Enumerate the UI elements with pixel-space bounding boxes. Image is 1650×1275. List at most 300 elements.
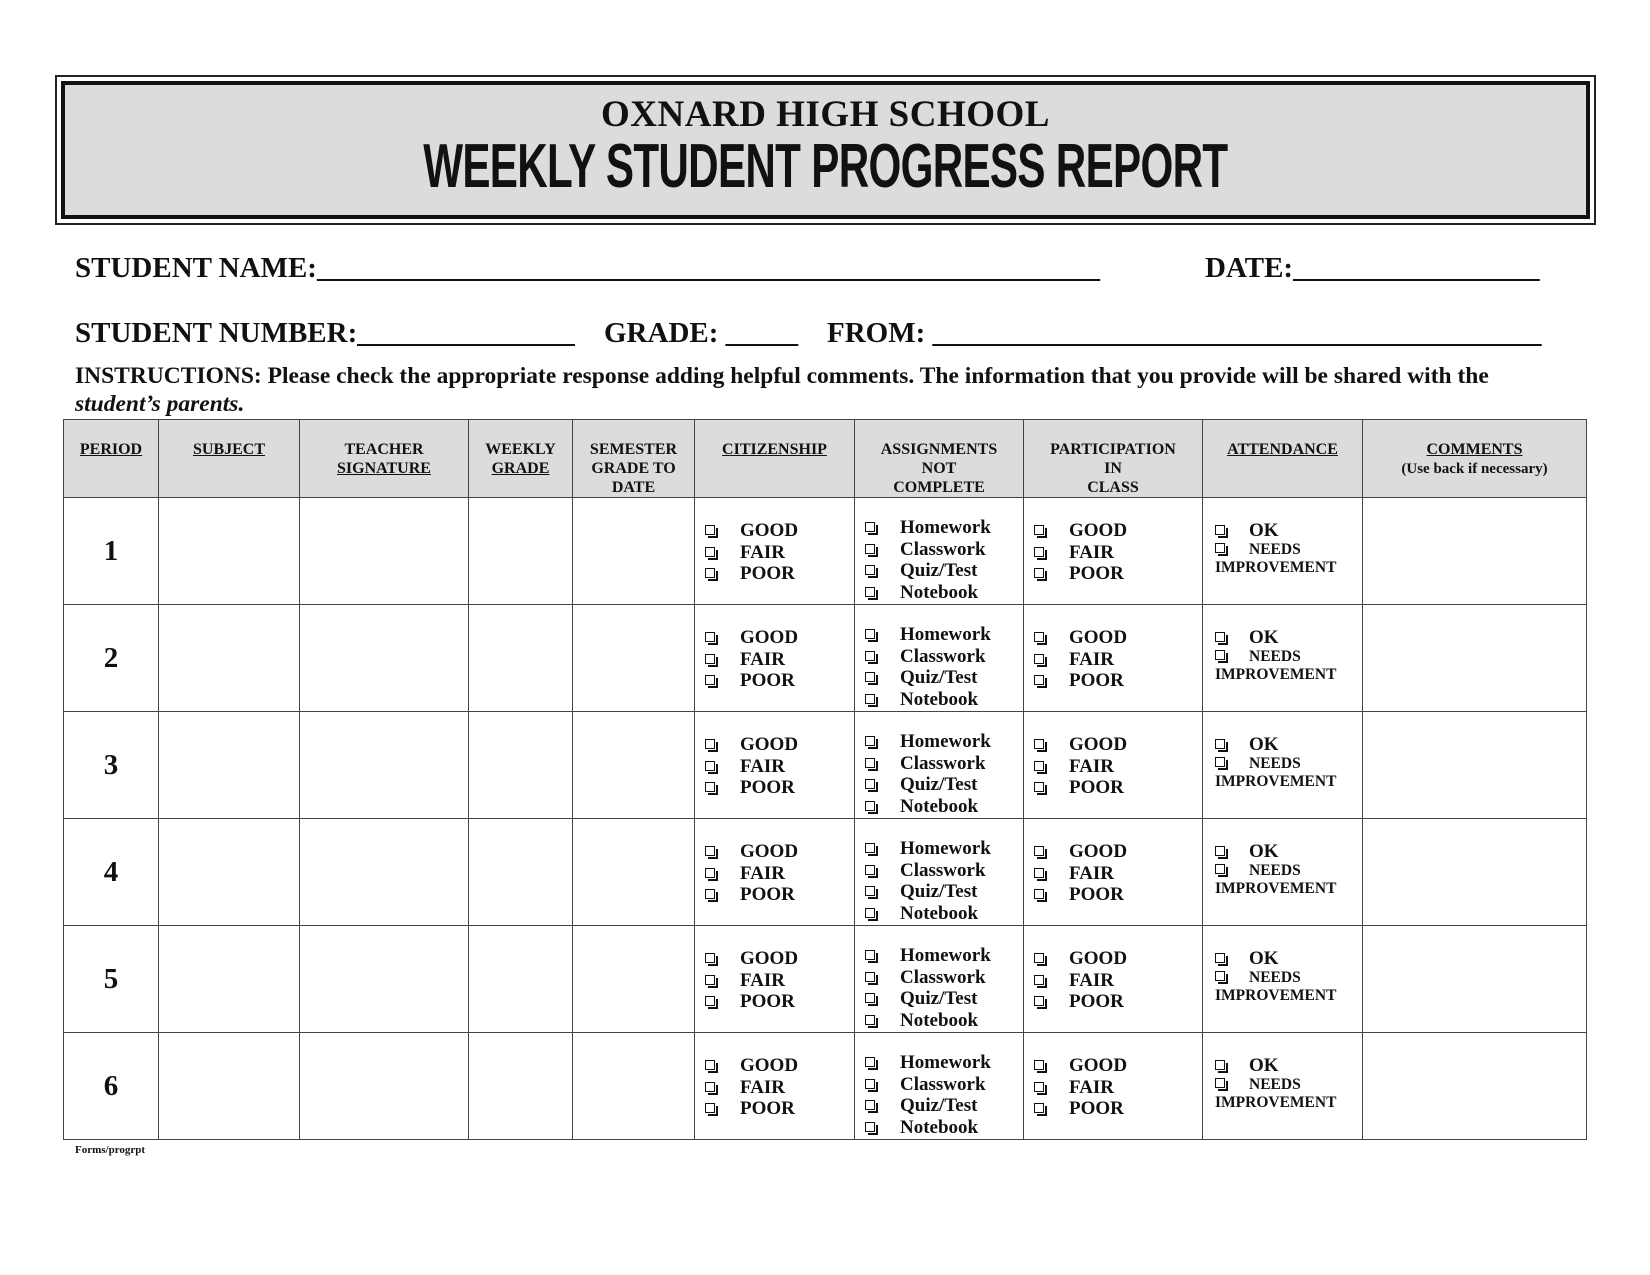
assignment-option[interactable] [865, 731, 1023, 753]
assignment-option[interactable] [865, 967, 1023, 989]
assignment-option-label: Quiz/Test [900, 1095, 978, 1116]
checkbox-icon[interactable] [705, 568, 715, 578]
checkbox-icon[interactable] [865, 672, 875, 682]
checkbox-icon[interactable] [865, 522, 875, 532]
checkbox-icon[interactable] [1034, 525, 1044, 535]
assignment-option-label: Quiz/Test [900, 667, 978, 688]
assignments-cell [855, 1033, 1024, 1140]
citizenship-option[interactable] [705, 542, 854, 564]
participation-option[interactable] [1034, 734, 1202, 756]
checkbox-icon[interactable] [705, 953, 715, 963]
citizenship-option-label: FAIR [740, 755, 786, 777]
report-title: WEEKLY STUDENT PROGRESS REPORT [423, 132, 1228, 201]
citizenship-cell [695, 926, 855, 1033]
checkbox-icon[interactable] [705, 632, 715, 642]
checkbox-icon[interactable] [1215, 953, 1225, 963]
assignment-option[interactable] [865, 796, 1023, 818]
teacher-signature-cell[interactable] [300, 712, 469, 819]
checkbox-icon[interactable] [1034, 889, 1044, 899]
citizenship-option-label: GOOD [740, 734, 799, 755]
attendance-needs-option[interactable] [1215, 541, 1362, 559]
checkbox-icon[interactable] [1034, 568, 1044, 578]
participation-cell [1024, 819, 1203, 926]
teacher-signature-cell[interactable] [300, 819, 469, 926]
checkbox-icon[interactable] [1034, 953, 1044, 963]
attendance-improvement-label: IMPROVEMENT [1215, 666, 1337, 683]
checkbox-icon[interactable] [1034, 1060, 1044, 1070]
assignment-option-label: Homework [900, 838, 991, 859]
teacher-signature-cell[interactable] [300, 605, 469, 712]
citizenship-option[interactable] [705, 991, 854, 1013]
checkbox-icon[interactable] [1034, 868, 1044, 878]
checkbox-icon[interactable] [1034, 975, 1044, 985]
assignment-option[interactable] [865, 667, 1023, 689]
assignment-option[interactable] [865, 945, 1023, 967]
assignment-option-label: Quiz/Test [900, 881, 978, 902]
citizenship-option[interactable] [705, 863, 854, 885]
assignment-option[interactable] [865, 539, 1023, 561]
citizenship-option-label: GOOD [740, 627, 799, 648]
citizenship-option[interactable] [705, 948, 854, 970]
assignment-option[interactable] [865, 1074, 1023, 1096]
participation-cell [1024, 1033, 1203, 1140]
checkbox-icon[interactable] [1034, 1103, 1044, 1113]
assignment-option[interactable] [865, 881, 1023, 903]
participation-option[interactable] [1034, 1098, 1202, 1120]
citizenship-option[interactable] [705, 970, 854, 992]
citizenship-option-label: POOR [740, 670, 795, 691]
participation-option-label: GOOD [1069, 627, 1128, 648]
weekly-grade-cell[interactable] [469, 605, 573, 712]
checkbox-icon[interactable] [865, 801, 875, 811]
participation-cell [1024, 498, 1203, 605]
checkbox-icon[interactable] [705, 782, 715, 792]
citizenship-options [695, 498, 854, 585]
checkbox-icon[interactable] [865, 587, 875, 597]
assignment-options [855, 498, 1023, 603]
comments-cell[interactable] [1363, 926, 1587, 1033]
assignments-cell [855, 498, 1024, 605]
participation-option[interactable] [1034, 991, 1202, 1013]
assignment-options [855, 712, 1023, 817]
weekly-grade-cell[interactable] [469, 1033, 573, 1140]
citizenship-option[interactable] [705, 734, 854, 756]
participation-option[interactable] [1034, 563, 1202, 585]
checkbox-icon[interactable] [1034, 996, 1044, 1006]
checkbox-icon[interactable] [705, 1060, 715, 1070]
participation-option[interactable] [1034, 863, 1202, 885]
header-period: PERIOD [64, 420, 159, 498]
citizenship-options [695, 1033, 854, 1120]
assignment-option[interactable] [865, 560, 1023, 582]
assignment-option[interactable] [865, 1010, 1023, 1032]
attendance-ok-label: OK [1249, 627, 1279, 648]
checkbox-icon[interactable] [705, 889, 715, 899]
checkbox-icon[interactable] [865, 1100, 875, 1110]
school-name: OXNARD HIGH SCHOOL [601, 94, 1050, 135]
attendance-ok-label: OK [1249, 841, 1279, 862]
header-comments: COMMENTS (Use back if necessary) [1363, 420, 1587, 498]
checkbox-icon[interactable] [1215, 543, 1225, 553]
citizenship-option[interactable] [705, 670, 854, 692]
checkbox-icon[interactable] [865, 993, 875, 1003]
assignments-cell [855, 605, 1024, 712]
participation-options [1024, 605, 1202, 692]
participation-option[interactable] [1034, 627, 1202, 649]
participation-options [1024, 498, 1202, 585]
semester-grade-cell[interactable] [573, 1033, 695, 1140]
attendance-options [1203, 605, 1362, 684]
participation-option-label: FAIR [1069, 648, 1115, 670]
checkbox-icon[interactable] [705, 547, 715, 557]
semester-grade-cell[interactable] [573, 926, 695, 1033]
teacher-signature-cell[interactable] [300, 926, 469, 1033]
checkbox-icon[interactable] [1034, 654, 1044, 664]
citizenship-option[interactable] [705, 1098, 854, 1120]
checkbox-icon[interactable] [865, 843, 875, 853]
checkbox-icon[interactable] [1034, 675, 1044, 685]
participation-option[interactable] [1034, 520, 1202, 542]
period-number: 2 [64, 605, 159, 712]
citizenship-option-label: FAIR [740, 862, 786, 884]
attendance-ok-option[interactable] [1215, 520, 1362, 541]
citizenship-cell [695, 605, 855, 712]
participation-option[interactable] [1034, 841, 1202, 863]
student-name-field[interactable]: STUDENT NAME:______________________________________________________ [75, 252, 1100, 284]
table-row [64, 498, 1587, 605]
participation-option-label: GOOD [1069, 734, 1128, 755]
checkbox-icon[interactable] [865, 908, 875, 918]
citizenship-option[interactable] [705, 777, 854, 799]
citizenship-option-label: POOR [740, 991, 795, 1012]
attendance-needs-option[interactable] [1215, 755, 1362, 773]
semester-grade-cell[interactable] [573, 605, 695, 712]
participation-option[interactable] [1034, 1055, 1202, 1077]
attendance-options [1203, 712, 1362, 791]
subject-cell[interactable] [159, 605, 300, 712]
date-field[interactable]: DATE:_________________ [1205, 252, 1540, 284]
assignment-options [855, 605, 1023, 710]
checkbox-icon[interactable] [1215, 757, 1225, 767]
citizenship-option[interactable] [705, 1077, 854, 1099]
subject-cell[interactable] [159, 498, 300, 605]
semester-grade-cell[interactable] [573, 712, 695, 819]
period-number: 4 [64, 819, 159, 926]
assignment-option[interactable] [865, 860, 1023, 882]
instructions-italic: student’s parents. [75, 391, 245, 417]
participation-option[interactable] [1034, 970, 1202, 992]
weekly-grade-cell[interactable] [469, 712, 573, 819]
participation-option[interactable] [1034, 777, 1202, 799]
checkbox-icon[interactable] [705, 525, 715, 535]
assignment-option-label: Homework [900, 517, 991, 538]
header-subject: SUBJECT [159, 420, 300, 498]
period-number: 1 [64, 498, 159, 605]
assignment-options [855, 819, 1023, 924]
attendance-cell [1203, 605, 1363, 712]
participation-option[interactable] [1034, 1077, 1202, 1099]
attendance-needs-option[interactable] [1215, 648, 1362, 666]
checkbox-icon[interactable] [705, 996, 715, 1006]
assignment-option-label: Classwork [900, 1073, 986, 1095]
participation-option-label: POOR [1069, 670, 1124, 691]
checkbox-icon[interactable] [1215, 632, 1225, 642]
assignment-option[interactable] [865, 1117, 1023, 1139]
attendance-ok-option[interactable] [1215, 1055, 1362, 1076]
citizenship-option[interactable] [705, 563, 854, 585]
checkbox-icon[interactable] [865, 1122, 875, 1132]
participation-option-label: GOOD [1069, 520, 1128, 541]
assignment-option[interactable] [865, 753, 1023, 775]
checkbox-icon[interactable] [705, 739, 715, 749]
participation-option[interactable] [1034, 649, 1202, 671]
assignment-option[interactable] [865, 988, 1023, 1010]
assignment-option-label: Notebook [900, 795, 979, 817]
from-field[interactable]: FROM: __________________________________________ [827, 317, 1542, 349]
assignment-option-label: Quiz/Test [900, 988, 978, 1009]
header-semester-grade: SEMESTER GRADE TO DATE [573, 420, 695, 498]
citizenship-option-label: FAIR [740, 541, 786, 563]
checkbox-icon[interactable] [865, 779, 875, 789]
checkbox-icon[interactable] [705, 868, 715, 878]
attendance-cell [1203, 712, 1363, 819]
citizenship-option-label: POOR [740, 1098, 795, 1119]
checkbox-icon[interactable] [865, 1015, 875, 1025]
checkbox-icon[interactable] [865, 886, 875, 896]
assignment-option-label: Quiz/Test [900, 774, 978, 795]
citizenship-option[interactable] [705, 884, 854, 906]
checkbox-icon[interactable] [865, 694, 875, 704]
checkbox-icon[interactable] [865, 1057, 875, 1067]
attendance-ok-option[interactable] [1215, 948, 1362, 969]
attendance-needs-label: NEEDS [1249, 648, 1301, 665]
weekly-grade-cell[interactable] [469, 819, 573, 926]
checkbox-icon[interactable] [1215, 1078, 1225, 1088]
attendance-ok-option[interactable] [1215, 627, 1362, 648]
header-participation: PARTICIPATION IN CLASS [1024, 420, 1203, 498]
semester-grade-cell[interactable] [573, 498, 695, 605]
attendance-needs-option[interactable] [1215, 862, 1362, 880]
grade-field[interactable]: GRADE: _____ [604, 317, 799, 349]
checkbox-icon[interactable] [1215, 864, 1225, 874]
instructions-text: INSTRUCTIONS: Please check the appropriate response adding helpful comments. The information that you provide will be shared with the [75, 363, 1489, 389]
assignment-option[interactable] [865, 774, 1023, 796]
checkbox-icon[interactable] [865, 544, 875, 554]
participation-options [1024, 712, 1202, 799]
checkbox-icon[interactable] [1034, 761, 1044, 771]
checkbox-icon[interactable] [705, 675, 715, 685]
assignment-option[interactable] [865, 582, 1023, 604]
table-row [64, 819, 1587, 926]
checkbox-icon[interactable] [865, 950, 875, 960]
citizenship-option-label: POOR [740, 884, 795, 905]
attendance-needs-label: NEEDS [1249, 541, 1301, 558]
participation-option[interactable] [1034, 670, 1202, 692]
checkbox-icon[interactable] [865, 758, 875, 768]
checkbox-icon[interactable] [1034, 846, 1044, 856]
participation-option-label: POOR [1069, 1098, 1124, 1119]
participation-option[interactable] [1034, 756, 1202, 778]
attendance-ok-label: OK [1249, 948, 1279, 969]
period-number: 3 [64, 712, 159, 819]
comments-cell[interactable] [1363, 605, 1587, 712]
student-number-field[interactable]: STUDENT NUMBER:_______________ [75, 317, 575, 349]
participation-option-label: GOOD [1069, 841, 1128, 862]
citizenship-option-label: GOOD [740, 948, 799, 969]
citizenship-option[interactable] [705, 627, 854, 649]
attendance-improvement-label: IMPROVEMENT [1215, 880, 1337, 897]
citizenship-option-label: GOOD [740, 841, 799, 862]
citizenship-cell [695, 819, 855, 926]
participation-option[interactable] [1034, 542, 1202, 564]
weekly-grade-cell[interactable] [469, 926, 573, 1033]
assignment-option-label: Classwork [900, 859, 986, 881]
assignment-option-label: Notebook [900, 1009, 979, 1031]
attendance-options [1203, 819, 1362, 898]
attendance-options [1203, 498, 1362, 577]
weekly-grade-cell[interactable] [469, 498, 573, 605]
checkbox-icon[interactable] [865, 565, 875, 575]
checkbox-icon[interactable] [1034, 547, 1044, 557]
attendance-needs-option[interactable] [1215, 969, 1362, 987]
assignment-option[interactable] [865, 838, 1023, 860]
participation-options [1024, 1033, 1202, 1120]
assignments-cell [855, 712, 1024, 819]
participation-option-label: FAIR [1069, 1076, 1115, 1098]
header-attendance: ATTENDANCE [1203, 420, 1363, 498]
citizenship-options [695, 819, 854, 906]
attendance-cell [1203, 926, 1363, 1033]
assignment-option-label: Classwork [900, 752, 986, 774]
comments-cell[interactable] [1363, 1033, 1587, 1140]
progress-table [63, 419, 1587, 1140]
participation-options [1024, 819, 1202, 906]
subject-cell[interactable] [159, 926, 300, 1033]
checkbox-icon[interactable] [865, 865, 875, 875]
assignment-option-label: Classwork [900, 538, 986, 560]
citizenship-option[interactable] [705, 520, 854, 542]
participation-cell [1024, 605, 1203, 712]
assignment-option[interactable] [865, 624, 1023, 646]
attendance-cell [1203, 819, 1363, 926]
table-header-row [64, 420, 1587, 498]
checkbox-icon[interactable] [1215, 525, 1225, 535]
participation-option[interactable] [1034, 884, 1202, 906]
citizenship-option[interactable] [705, 1055, 854, 1077]
checkbox-icon[interactable] [1034, 739, 1044, 749]
citizenship-option[interactable] [705, 649, 854, 671]
assignment-option[interactable] [865, 1052, 1023, 1074]
participation-cell [1024, 712, 1203, 819]
comments-cell[interactable] [1363, 819, 1587, 926]
checkbox-icon[interactable] [1215, 846, 1225, 856]
assignment-option[interactable] [865, 903, 1023, 925]
citizenship-option[interactable] [705, 841, 854, 863]
participation-option-label: FAIR [1069, 541, 1115, 563]
checkbox-icon[interactable] [865, 1079, 875, 1089]
attendance-ok-label: OK [1249, 1055, 1279, 1076]
citizenship-option-label: GOOD [740, 520, 799, 541]
attendance-needs-label: NEEDS [1249, 969, 1301, 986]
assignment-option-label: Homework [900, 1052, 991, 1073]
attendance-ok-option[interactable] [1215, 734, 1362, 755]
citizenship-cell [695, 712, 855, 819]
comments-cell[interactable] [1363, 712, 1587, 819]
assignment-option-label: Notebook [900, 902, 979, 924]
attendance-cell [1203, 498, 1363, 605]
checkbox-icon[interactable] [865, 972, 875, 982]
attendance-improvement-label: IMPROVEMENT [1215, 773, 1337, 790]
checkbox-icon[interactable] [1215, 1060, 1225, 1070]
checkbox-icon[interactable] [1215, 650, 1225, 660]
participation-option-label: POOR [1069, 991, 1124, 1012]
citizenship-option-label: FAIR [740, 1076, 786, 1098]
checkbox-icon[interactable] [865, 651, 875, 661]
attendance-needs-label: NEEDS [1249, 862, 1301, 879]
assignment-option[interactable] [865, 689, 1023, 711]
attendance-needs-option[interactable] [1215, 1076, 1362, 1094]
checkbox-icon[interactable] [1215, 739, 1225, 749]
attendance-improvement-label: IMPROVEMENT [1215, 987, 1337, 1004]
checkbox-icon[interactable] [1034, 782, 1044, 792]
checkbox-icon[interactable] [865, 736, 875, 746]
checkbox-icon[interactable] [705, 1103, 715, 1113]
participation-option[interactable] [1034, 948, 1202, 970]
checkbox-icon[interactable] [1034, 632, 1044, 642]
checkbox-icon[interactable] [1034, 1082, 1044, 1092]
participation-option-label: POOR [1069, 777, 1124, 798]
assignments-cell [855, 819, 1024, 926]
checkbox-icon[interactable] [705, 654, 715, 664]
teacher-signature-cell[interactable] [300, 1033, 469, 1140]
header-assignments: ASSIGNMENTS NOT COMPLETE [855, 420, 1024, 498]
participation-option-label: GOOD [1069, 948, 1128, 969]
assignment-option-label: Notebook [900, 688, 979, 710]
participation-cell [1024, 926, 1203, 1033]
subject-cell[interactable] [159, 712, 300, 819]
assignment-option-label: Notebook [900, 1116, 979, 1138]
teacher-signature-cell[interactable] [300, 498, 469, 605]
checkbox-icon[interactable] [1215, 971, 1225, 981]
assignment-option-label: Homework [900, 624, 991, 645]
instructions [75, 362, 1595, 418]
form-code: Forms/progrpt [75, 1144, 146, 1156]
citizenship-cell [695, 1033, 855, 1140]
comments-cell[interactable] [1363, 498, 1587, 605]
assignment-option[interactable] [865, 646, 1023, 668]
citizenship-option[interactable] [705, 756, 854, 778]
checkbox-icon[interactable] [865, 629, 875, 639]
checkbox-icon[interactable] [705, 1082, 715, 1092]
citizenship-options [695, 926, 854, 1013]
semester-grade-cell[interactable] [573, 819, 695, 926]
attendance-needs-label: NEEDS [1249, 755, 1301, 772]
checkbox-icon[interactable] [705, 975, 715, 985]
table-row [64, 1033, 1587, 1140]
checkbox-icon[interactable] [705, 761, 715, 771]
participation-option-label: FAIR [1069, 755, 1115, 777]
attendance-ok-option[interactable] [1215, 841, 1362, 862]
assignment-option[interactable] [865, 1095, 1023, 1117]
assignment-option[interactable] [865, 517, 1023, 539]
assignment-option-label: Classwork [900, 966, 986, 988]
checkbox-icon[interactable] [705, 846, 715, 856]
subject-cell[interactable] [159, 819, 300, 926]
participation-option-label: GOOD [1069, 1055, 1128, 1076]
assignment-option-label: Classwork [900, 645, 986, 667]
assignment-options [855, 926, 1023, 1031]
subject-cell[interactable] [159, 1033, 300, 1140]
